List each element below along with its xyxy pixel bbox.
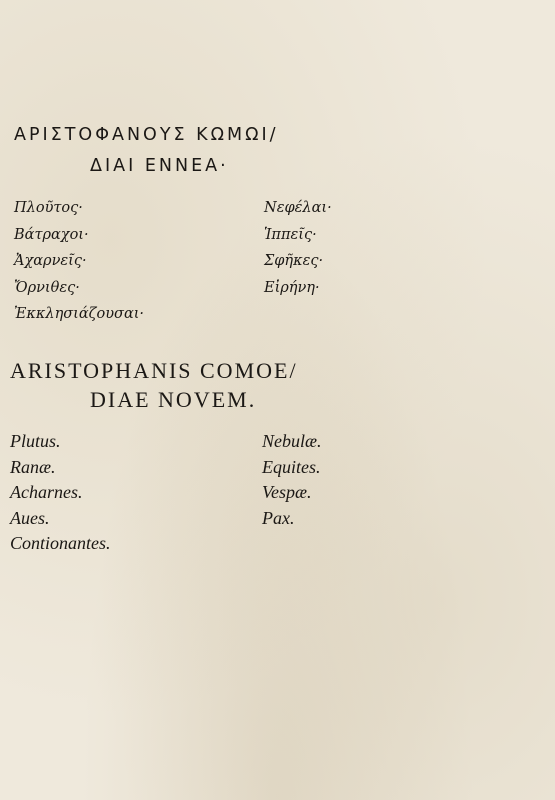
greek-plays-right-column (264, 200, 332, 306)
greek-play-item: Σφῆκες· (264, 253, 324, 269)
latin-play-item: Pax. (262, 507, 295, 528)
greek-play-item: Ἐκκλησιάζουσαι· (14, 306, 145, 322)
greek-play-item: Εἰρήνη· (264, 279, 320, 296)
greek-play-item: Ἱππεῖς· (264, 226, 317, 243)
latin-play-item: Contionantes. (10, 533, 111, 553)
latin-play-item: Equites. (262, 456, 321, 477)
greek-play-item: Βάτραχοι· (14, 226, 89, 243)
latin-title (10, 356, 298, 414)
latin-title-line-2: DIAE NOVEM. (90, 387, 257, 412)
greek-play-item: Ἀχαρνεῖς· (14, 253, 87, 269)
latin-title-line-1: ARISTOPHANIS COMOE/ (10, 358, 298, 383)
latin-plays-right-column (262, 431, 322, 533)
latin-play-item: Vespæ. (262, 482, 312, 502)
greek-play-item: Νεφέλαι· (264, 200, 332, 216)
latin-play-item: Nebulæ. (262, 431, 322, 451)
greek-play-item: Ὄρνιθες· (14, 279, 80, 296)
latin-plays-left-column (10, 431, 111, 559)
greek-title-line-1: ΑΡΙΣΤΟΦΑΝΟΥΣ ΚΩΜΩΙ/ (14, 125, 279, 145)
latin-play-item: Ranæ. (10, 456, 56, 477)
latin-play-item: Aues. (10, 507, 50, 528)
greek-title-line-2: ΔΙΑΙ ΕΝΝΕΑ· (90, 156, 229, 176)
greek-plays-left-column (14, 200, 144, 333)
latin-play-item: Acharnes. (10, 482, 83, 502)
greek-play-item: Πλοῦτος· (14, 200, 83, 216)
greek-title (14, 120, 279, 182)
latin-play-item: Plutus. (10, 431, 61, 451)
